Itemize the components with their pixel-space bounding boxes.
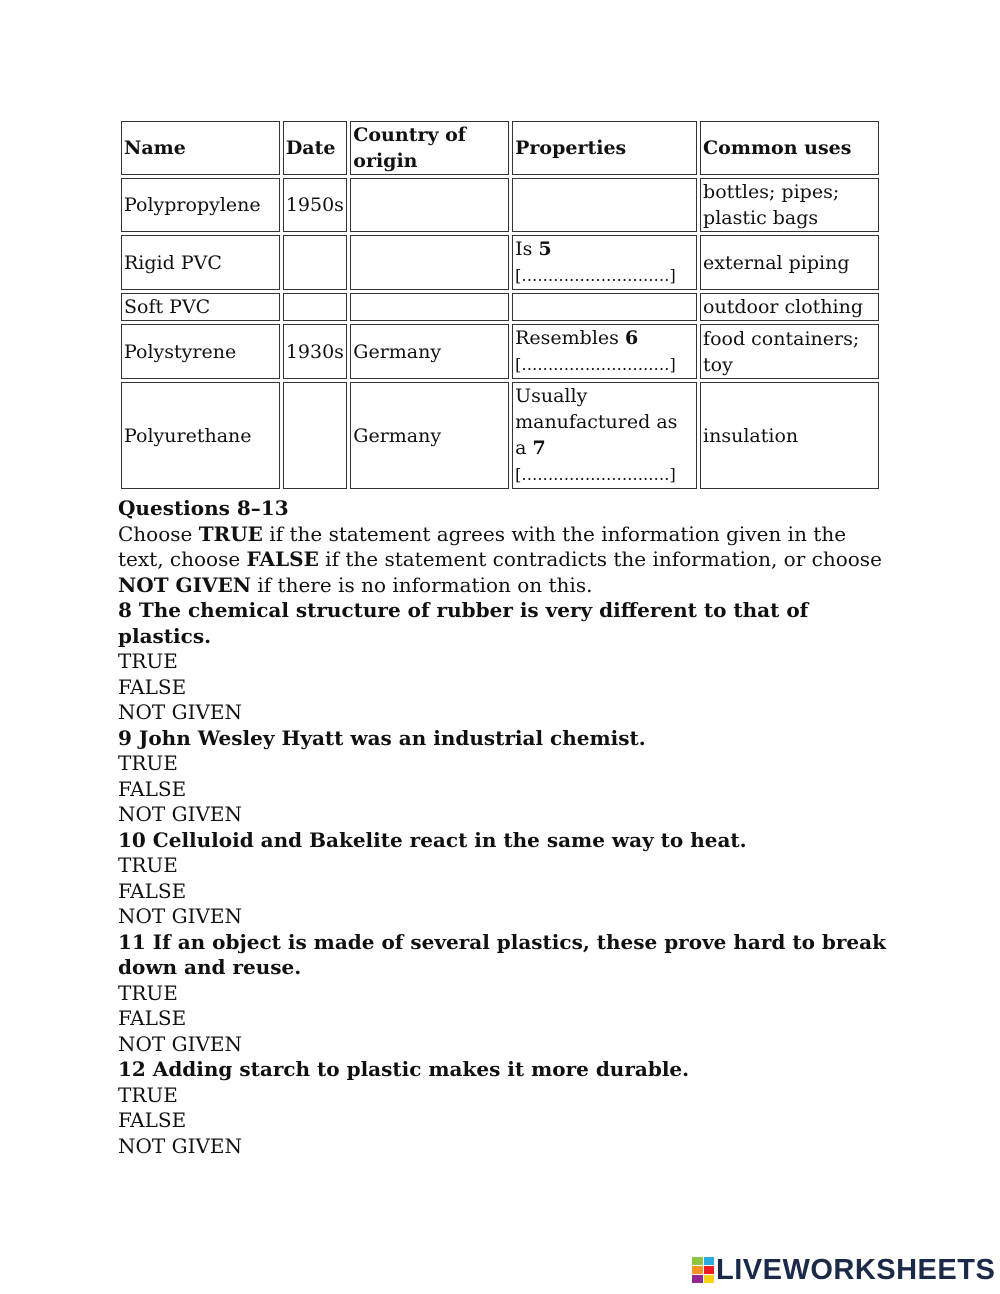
cell-name: Soft PVC (121, 293, 280, 321)
answer-blank-7[interactable]: [............................] (515, 465, 676, 484)
cell-date (283, 382, 347, 489)
cell-properties (512, 382, 697, 489)
logo-block-orange (692, 1266, 703, 1274)
cell-properties (512, 235, 697, 290)
answer-blank-6[interactable]: [............................] (515, 355, 676, 374)
cell-date: 1930s (283, 324, 347, 379)
option-true[interactable]: TRUE (118, 649, 178, 673)
table-row (121, 324, 879, 379)
question-text: 12 Adding starch to plastic makes it more durable. (118, 1057, 690, 1081)
header-name: Name (121, 121, 280, 175)
cell-country (350, 235, 509, 290)
questions-heading: Questions 8–13 (118, 496, 289, 520)
properties-prefix: Resembles (515, 327, 625, 349)
cell-country: Germany (350, 382, 509, 489)
table-header-row (121, 121, 879, 175)
questions-section (118, 496, 888, 1159)
option-not-given[interactable]: NOT GIVEN (118, 904, 243, 928)
header-date: Date (283, 121, 347, 175)
cell-date (283, 235, 347, 290)
option-false[interactable]: FALSE (118, 1108, 187, 1132)
header-properties: Properties (512, 121, 697, 175)
logo-block-purple (692, 1275, 703, 1283)
cell-country (350, 178, 509, 232)
cell-properties (512, 178, 697, 232)
properties-prefix: Usually manufactured as a (515, 385, 678, 459)
question-12 (118, 1057, 888, 1159)
logo-block-yellow (704, 1275, 715, 1283)
question-10 (118, 828, 888, 930)
question-11 (118, 930, 888, 1058)
table-row (121, 293, 879, 321)
cell-name: Rigid PVC (121, 235, 280, 290)
cell-properties (512, 293, 697, 321)
properties-prefix: Is (515, 238, 539, 260)
cell-uses: insulation (700, 382, 879, 489)
cell-date: 1950s (283, 178, 347, 232)
option-not-given[interactable]: NOT GIVEN (118, 1031, 243, 1056)
option-not-given[interactable]: NOT GIVEN (118, 802, 243, 826)
table-row (121, 178, 879, 232)
question-8 (118, 598, 888, 726)
answer-blank-5[interactable]: [............................] (515, 266, 676, 285)
option-false[interactable]: FALSE (118, 776, 187, 801)
cell-name: Polyurethane (121, 382, 280, 489)
option-true[interactable]: TRUE (118, 853, 178, 877)
cell-uses: external piping (700, 235, 879, 290)
header-uses: Common uses (700, 121, 879, 175)
logo-block-blue (704, 1257, 715, 1265)
option-false[interactable]: FALSE (118, 878, 187, 903)
option-true[interactable]: TRUE (118, 751, 178, 775)
cell-date (283, 293, 347, 321)
liveworksheets-logo[interactable] (692, 1254, 995, 1286)
cell-country: Germany (350, 324, 509, 379)
question-text: 11 If an object is made of several plastics, these prove hard to break down and reuse. (118, 929, 886, 979)
question-number-5: 5 (538, 238, 552, 260)
header-country: Country of origin (350, 121, 509, 175)
logo-icon (692, 1257, 714, 1283)
logo-block-green (692, 1257, 703, 1265)
option-false[interactable]: FALSE (118, 674, 187, 699)
plastics-table (118, 118, 882, 492)
cell-uses: food containers; toy (700, 324, 879, 379)
cell-name: Polypropylene (121, 178, 280, 232)
option-not-given[interactable]: NOT GIVEN (118, 700, 243, 724)
question-text: 9 John Wesley Hyatt was an industrial chemist. (118, 725, 646, 750)
question-9 (118, 726, 888, 828)
question-text: 10 Celluloid and Bakelite react in the same way to heat. (118, 827, 747, 852)
question-number-6: 6 (624, 327, 639, 349)
instructions: Choose TRUE if the statement agrees with the information given in the text, choose FALSE if the statement contradicts the information, or choose NOT GIVEN if there is no information on this. (118, 521, 882, 597)
option-not-given[interactable]: NOT GIVEN (118, 1133, 243, 1158)
question-text: 8 The chemical structure of rubber is very different to that of plastics. (118, 598, 809, 648)
cell-country (350, 293, 509, 321)
option-true[interactable]: TRUE (118, 1082, 178, 1107)
table-row (121, 235, 879, 290)
cell-uses: outdoor clothing (700, 293, 879, 321)
cell-name: Polystyrene (121, 324, 280, 379)
option-true[interactable]: TRUE (118, 980, 178, 1005)
cell-properties (512, 324, 697, 379)
option-false[interactable]: FALSE (118, 1006, 187, 1030)
question-number-7: 7 (532, 437, 546, 459)
logo-block-red (704, 1266, 715, 1274)
cell-uses: bottles; pipes; plastic bags (700, 178, 879, 232)
table-row (121, 382, 879, 489)
logo-text: LIVEWORKSHEETS (716, 1253, 996, 1286)
